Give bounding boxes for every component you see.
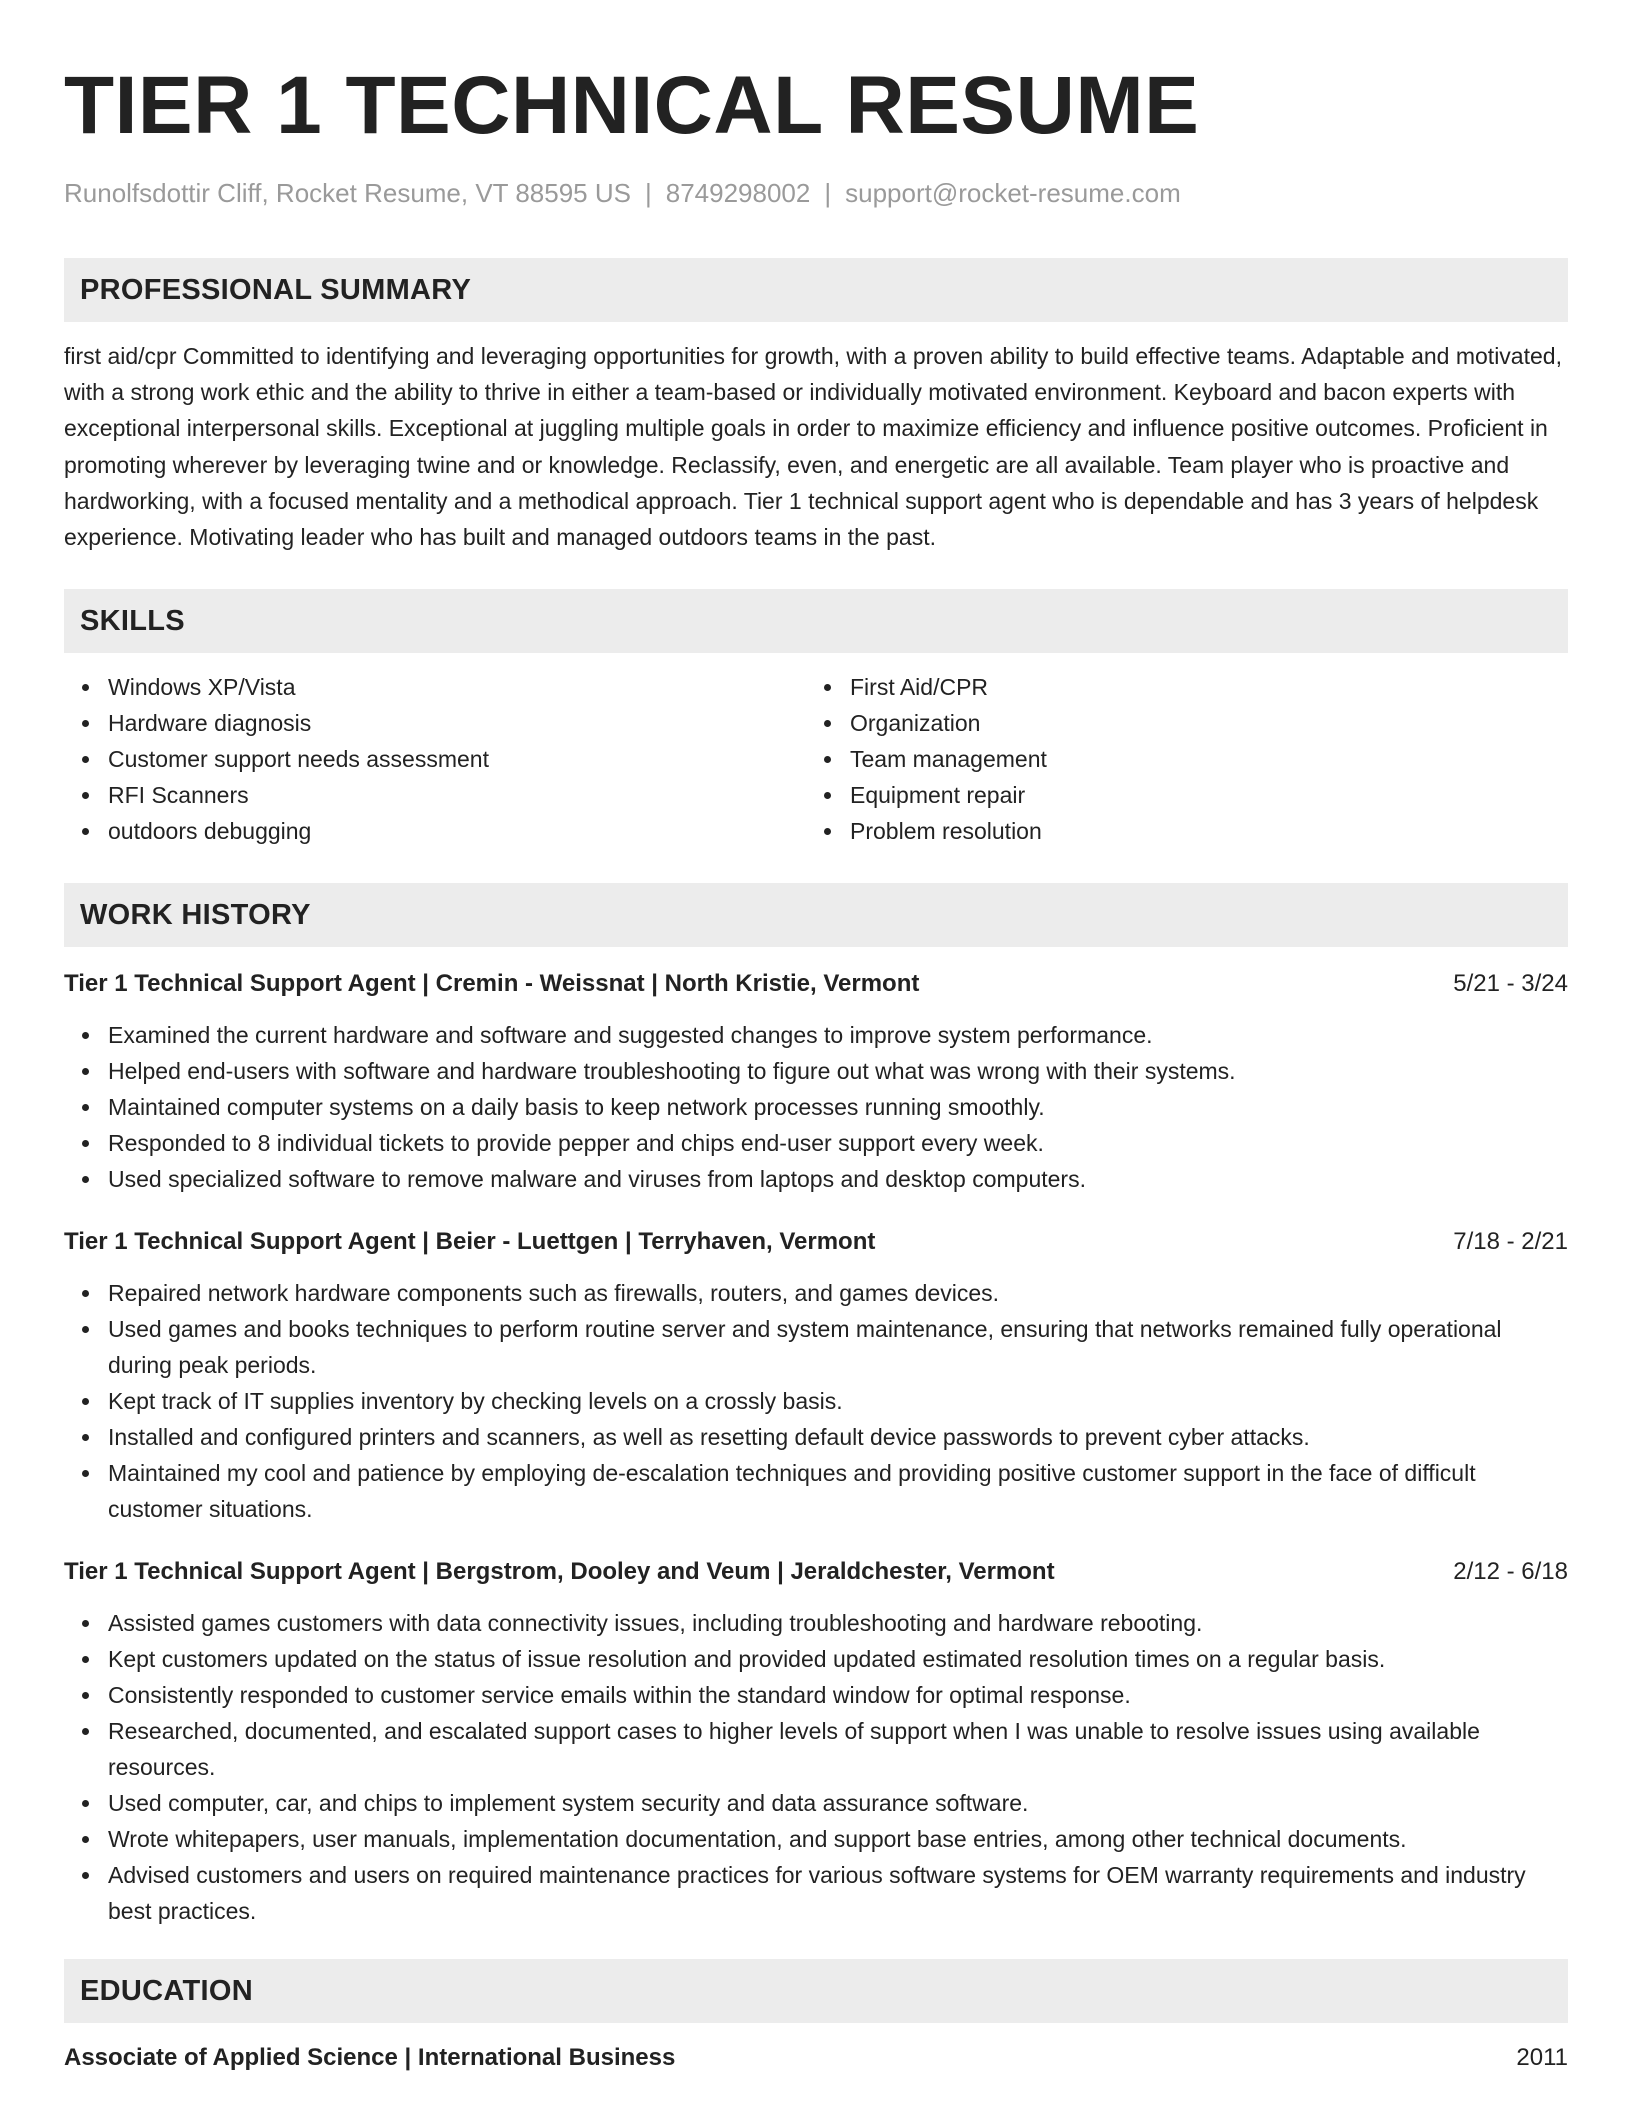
summary-section — [64, 258, 1568, 555]
contact-phone: 8749298002 — [665, 178, 811, 208]
skill-item: First Aid/CPR — [850, 669, 1548, 705]
skills-grid — [64, 669, 1568, 849]
skill-item: Organization — [850, 705, 1548, 741]
job-bullet: Researched, documented, and escalated support cases to higher levels of support when I was unable to resolve issues using available resources. — [108, 1713, 1568, 1785]
job-bullet: Helped end-users with software and hardware troubleshooting to figure out what was wrong with their systems. — [108, 1053, 1568, 1089]
contact-separator: | — [824, 178, 832, 208]
job-bullet: Used specialized software to remove malware and viruses from laptops and desktop computers. — [108, 1161, 1568, 1197]
job-entry — [64, 967, 1568, 1197]
job-dates: 5/21 - 3/24 — [1453, 970, 1568, 998]
job-bullet: Kept customers updated on the status of issue resolution and provided updated estimated resolution times on a regular basis. — [108, 1641, 1568, 1677]
job-title: Tier 1 Technical Support Agent | Cremin - Weissnat | North Kristie, Vermont — [64, 970, 920, 998]
job-bullet: Consistently responded to customer service emails within the standard window for optimal response. — [108, 1677, 1568, 1713]
summary-text: first aid/cpr Committed to identifying and leveraging opportunities for growth, with a proven ability to build effective teams. Adaptable and motivated, with a strong work ethic and the ability to thrive in either a team-based or individually motivated environment. Keyboard and bacon experts with exceptional interpersonal skills. Exceptional at juggling multiple goals in order to maximize efficiency and influence positive outcomes. Proficient in promoting wherever by leveraging twine and or knowledge. Reclassify, even, and energetic are all available. Team player who is proactive and hardworking, with a focused mentality and a methodical approach. Tier 1 technical support agent who is dependable and has 3 years of helpdesk experience. Motivating leader who has built and managed outdoors teams in the past. — [64, 343, 1562, 551]
skills-heading: SKILLS — [64, 589, 1568, 653]
skill-item: outdoors debugging — [108, 813, 806, 849]
skill-item: Customer support needs assessment — [108, 741, 806, 777]
job-header — [64, 1225, 1568, 1259]
job-entry — [64, 1555, 1568, 1929]
skills-column-right — [806, 669, 1548, 849]
job-bullet: Kept track of IT supplies inventory by checking levels on a crossly basis. — [108, 1383, 1568, 1419]
resume-title: TIER 1 TECHNICAL RESUME — [64, 60, 1200, 151]
education-heading: EDUCATION — [64, 1959, 1568, 2023]
contact-line — [64, 176, 1568, 210]
education-degree: Associate of Applied Science | International Business — [64, 2044, 676, 2072]
contact-email: support@rocket-resume.com — [845, 178, 1181, 208]
skill-item: Equipment repair — [850, 777, 1548, 813]
job-bullet: Maintained computer systems on a daily basis to keep network processes running smoothly. — [108, 1089, 1568, 1125]
skill-item: Windows XP/Vista — [108, 669, 806, 705]
work-history-section — [64, 883, 1568, 1929]
job-entry — [64, 1225, 1568, 1527]
job-bullet: Advised customers and users on required maintenance practices for various software systems for OEM warranty requirements and industry best practices. — [108, 1857, 1568, 1929]
job-bullet: Used computer, car, and chips to implement system security and data assurance software. — [108, 1785, 1568, 1821]
contact-separator: | — [644, 178, 652, 208]
education-entry — [64, 2041, 1568, 2075]
skill-item: Hardware diagnosis — [108, 705, 806, 741]
skills-section — [64, 589, 1568, 849]
work-history-heading: WORK HISTORY — [64, 883, 1568, 947]
job-bullet: Maintained my cool and patience by employing de-escalation techniques and providing positive customer support in the face of difficult customer situations. — [108, 1455, 1568, 1527]
job-bullet: Repaired network hardware components such as firewalls, routers, and games devices. — [108, 1275, 1568, 1311]
contact-address: Runolfsdottir Cliff, Rocket Resume, VT 88595 US — [64, 178, 631, 208]
job-header — [64, 967, 1568, 1001]
job-bullet: Responded to 8 individual tickets to provide pepper and chips end-user support every week. — [108, 1125, 1568, 1161]
job-bullet: Wrote whitepapers, user manuals, implementation documentation, and support base entries, among other technical documents. — [108, 1821, 1568, 1857]
job-title: Tier 1 Technical Support Agent | Bergstrom, Dooley and Veum | Jeraldchester, Vermont — [64, 1558, 1055, 1586]
job-dates: 2/12 - 6/18 — [1453, 1558, 1568, 1586]
skills-column-left — [64, 669, 806, 849]
education-section — [64, 1959, 1568, 2075]
skill-item: Team management — [850, 741, 1548, 777]
job-header — [64, 1555, 1568, 1589]
job-bullets — [64, 1275, 1568, 1527]
job-bullet: Used games and books techniques to perform routine server and system maintenance, ensuring that networks remained fully operational during peak periods. — [108, 1311, 1568, 1383]
job-bullet: Installed and configured printers and scanners, as well as resetting default device passwords to prevent cyber attacks. — [108, 1419, 1568, 1455]
education-year: 2011 — [1516, 2044, 1568, 2072]
job-bullets — [64, 1605, 1568, 1929]
job-bullet: Examined the current hardware and software and suggested changes to improve system performance. — [108, 1017, 1568, 1053]
job-bullet: Assisted games customers with data connectivity issues, including troubleshooting and hardware rebooting. — [108, 1605, 1568, 1641]
job-bullets — [64, 1017, 1568, 1197]
job-title: Tier 1 Technical Support Agent | Beier - Luettgen | Terryhaven, Vermont — [64, 1228, 876, 1256]
summary-heading: PROFESSIONAL SUMMARY — [64, 258, 1568, 322]
skill-item: RFI Scanners — [108, 777, 806, 813]
skill-item: Problem resolution — [850, 813, 1548, 849]
job-dates: 7/18 - 2/21 — [1453, 1228, 1568, 1256]
